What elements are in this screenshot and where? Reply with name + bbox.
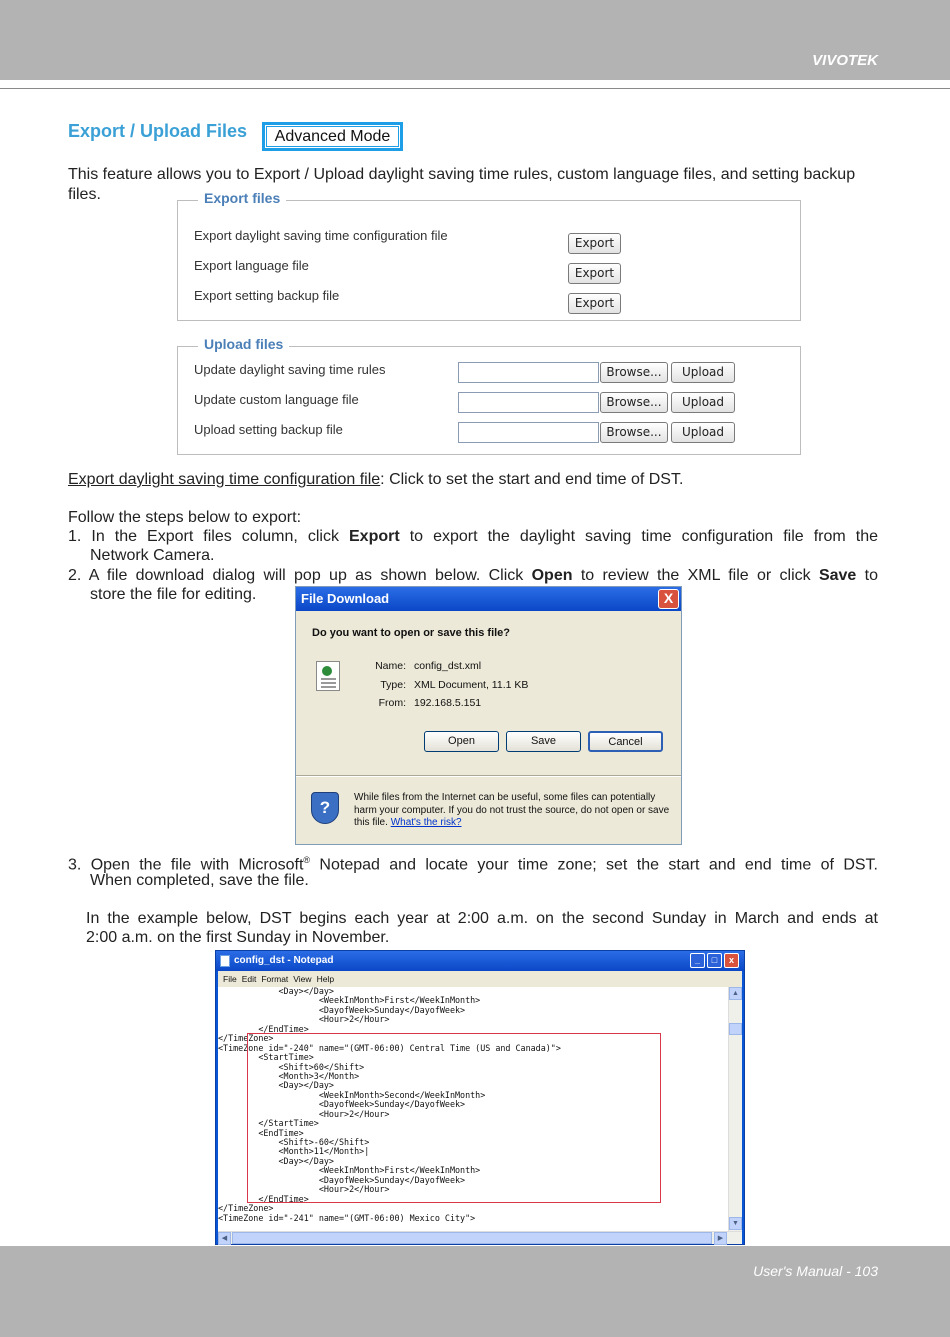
- notepad-title: config_dst - Notepad: [234, 955, 334, 966]
- code-line: <DayofWeek>Sunday</DayofWeek>: [218, 1099, 466, 1110]
- dst-upload-button[interactable]: Upload: [671, 362, 735, 383]
- step-2-line-1: [68, 566, 878, 586]
- warning-text: While files from the Internet can be useful, some files can potentially harm your computer. If you do not trust the source, do not open or save this file.: [354, 792, 670, 828]
- code-line: </TimeZone>: [218, 1203, 274, 1214]
- export-dst-label: Export daylight saving time configuration file: [194, 228, 448, 243]
- section-title: Export / Upload Files: [68, 121, 248, 141]
- backup-file-input[interactable]: [458, 422, 599, 443]
- close-icon[interactable]: x: [724, 953, 739, 968]
- type-label: Type:: [380, 679, 406, 691]
- code-line: <Day></Day>: [218, 1155, 334, 1166]
- security-shield-icon: ?: [311, 792, 339, 824]
- xml-document-icon: [316, 661, 340, 691]
- update-language-label: Update custom language file: [194, 392, 359, 407]
- horizontal-scroll-thumb[interactable]: [232, 1232, 712, 1244]
- language-browse-button[interactable]: Browse...: [600, 392, 668, 413]
- upload-files-panel: [177, 336, 801, 455]
- file-name-value: config_dst.xml: [414, 660, 482, 672]
- whats-the-risk-link[interactable]: What's the risk?: [390, 817, 462, 828]
- step-2-text-e: to: [856, 567, 878, 584]
- code-line: <WeekInMonth>Second</WeekInMonth>: [218, 1089, 486, 1100]
- code-line: <Shift>60</Shift>: [218, 1061, 365, 1072]
- maximize-icon[interactable]: □: [707, 953, 722, 968]
- code-line: <TimeZone id="-241" name="(GMT-06:00) Mexico City">: [218, 1212, 476, 1223]
- dialog-close-icon[interactable]: X: [658, 589, 679, 609]
- export-dst-button[interactable]: Export: [568, 233, 621, 254]
- step-1-line-2: Network Camera.: [90, 547, 215, 564]
- steps-intro: Follow the steps below to export:: [68, 509, 302, 526]
- step-2-text-a: 2. A file download dialog will pop up as shown below. Click: [68, 567, 532, 584]
- cancel-button[interactable]: Cancel: [588, 731, 663, 752]
- dst-term: Export daylight saving time configuration file: [68, 471, 381, 488]
- language-upload-button[interactable]: Upload: [671, 392, 735, 413]
- step-2-line-2: store the file for editing.: [90, 586, 257, 603]
- code-line: </EndTime>: [218, 1023, 309, 1034]
- page-number: User's Manual - 103: [753, 1263, 878, 1279]
- step-1-text-c: to export the daylight saving time configuration file from the: [399, 528, 878, 545]
- code-line: </EndTime>: [218, 1193, 309, 1204]
- timezone-highlight-box: [247, 1033, 661, 1203]
- dst-file-input[interactable]: [458, 362, 599, 383]
- minimize-icon[interactable]: _: [690, 953, 705, 968]
- backup-browse-button[interactable]: Browse...: [600, 422, 668, 443]
- name-label: Name:: [375, 660, 406, 672]
- code-line: <StartTime>: [218, 1052, 314, 1063]
- step-3-text-b: Notepad and locate your time zone; set the start and end time of DST.: [310, 856, 878, 874]
- intro-paragraph: This feature allows you to Export / Upload daylight saving time rules, custom language files, and setting backup files.: [68, 166, 856, 203]
- code-line: <DayofWeek>Sunday</DayofWeek>: [218, 1004, 466, 1015]
- step-1-text-a: 1. In the Export files column, click: [68, 528, 349, 545]
- code-line: <WeekInMonth>First</WeekInMonth>: [218, 995, 481, 1006]
- code-line: <Hour>2</Hour>: [218, 1108, 390, 1119]
- step-2-text-c: to review the XML file or click: [572, 567, 819, 584]
- dialog-warning: [354, 792, 672, 830]
- step-1-export-word: Export: [349, 528, 400, 545]
- step-2-save-word: Save: [818, 567, 857, 584]
- menu-edit[interactable]: Edit: [241, 974, 257, 984]
- step-1-line-1: [68, 527, 878, 547]
- dialog-title: File Download: [301, 591, 390, 606]
- vertical-scrollbar[interactable]: [728, 987, 742, 1231]
- notepad-icon: [220, 955, 230, 967]
- horizontal-scrollbar[interactable]: [218, 1231, 742, 1244]
- advanced-mode-label: Advanced Mode: [266, 126, 399, 147]
- export-backup-button[interactable]: Export: [568, 293, 621, 314]
- scroll-up-icon[interactable]: ▲: [729, 987, 742, 1000]
- update-dst-label: Update daylight saving time rules: [194, 362, 386, 377]
- code-line: </TimeZone>: [218, 1033, 274, 1044]
- code-line: <Shift>-60</Shift>: [218, 1137, 370, 1147]
- code-line: <Day></Day>: [218, 1080, 334, 1091]
- backup-upload-button[interactable]: Upload: [671, 422, 735, 443]
- menu-format[interactable]: Format: [261, 974, 289, 984]
- code-line: <Month>3</Month>: [218, 1070, 360, 1081]
- registered-mark: ®: [303, 855, 311, 865]
- export-files-legend: Export files: [198, 190, 286, 206]
- header-divider: [0, 88, 950, 89]
- example-line-2: 2:00 a.m. on the first Sunday in November.: [86, 929, 390, 946]
- code-line: <EndTime>: [218, 1127, 304, 1138]
- step-3-line-2: When completed, save the file.: [90, 872, 309, 889]
- code-line: </StartTime>: [218, 1118, 319, 1129]
- from-label: From:: [378, 697, 406, 709]
- upload-files-legend: Upload files: [198, 336, 289, 352]
- dst-browse-button[interactable]: Browse...: [600, 362, 668, 383]
- dst-term-text: : Click to set the start and end time of DST.: [380, 471, 684, 488]
- export-language-button[interactable]: Export: [568, 263, 621, 284]
- page-footer-band: [0, 1246, 950, 1337]
- export-backup-label: Export setting backup file: [194, 288, 340, 303]
- example-line-1: In the example below, DST begins each year at 2:00 a.m. on the second Sunday in March and ends at: [86, 910, 878, 927]
- export-language-label: Export language file: [194, 258, 309, 273]
- file-type-value: XML Document, 11.1 KB: [414, 679, 529, 691]
- advanced-mode-badge: [262, 122, 403, 151]
- menu-view[interactable]: View: [293, 974, 312, 984]
- code-line: <Hour>2</Hour>: [218, 1184, 390, 1195]
- brand-logo: VIVOTEK: [812, 52, 878, 69]
- page-header-band: [0, 0, 950, 80]
- save-button[interactable]: Save: [506, 731, 581, 752]
- scroll-right-icon[interactable]: ▶: [714, 1232, 727, 1245]
- open-button[interactable]: Open: [424, 731, 499, 752]
- language-file-input[interactable]: [458, 392, 599, 413]
- dialog-question: Do you want to open or save this file?: [312, 627, 511, 639]
- code-line: <DayofWeek>Sunday</DayofWeek>: [218, 1174, 466, 1185]
- menu-help[interactable]: Help: [316, 974, 335, 984]
- code-line: <Month>11</Month>|: [218, 1146, 370, 1157]
- file-from-value: 192.168.5.151: [414, 697, 482, 709]
- dst-description: [68, 470, 878, 490]
- step-2-open-word: Open: [531, 567, 573, 584]
- code-line: <TimeZone id="-240" name="(GMT-06:00) Central Time (US and Canada)">: [218, 1042, 561, 1053]
- scroll-down-icon[interactable]: ▼: [729, 1217, 742, 1230]
- dialog-divider-highlight: [296, 776, 681, 777]
- vertical-scroll-thumb[interactable]: [729, 1023, 742, 1035]
- scroll-left-icon[interactable]: ◀: [218, 1232, 231, 1245]
- code-line: <WeekInMonth>First</WeekInMonth>: [218, 1165, 481, 1176]
- notepad-menu-bar: [218, 971, 742, 987]
- file-download-dialog: [295, 586, 682, 845]
- code-line: <Day></Day>: [218, 987, 334, 996]
- step-3-text-a: 3. Open the file with Microsoft: [68, 856, 304, 874]
- export-files-panel: [177, 190, 801, 321]
- upload-backup-label: Upload setting backup file: [194, 422, 343, 437]
- menu-file[interactable]: File: [223, 974, 237, 984]
- code-line: <Hour>2</Hour>: [218, 1014, 390, 1025]
